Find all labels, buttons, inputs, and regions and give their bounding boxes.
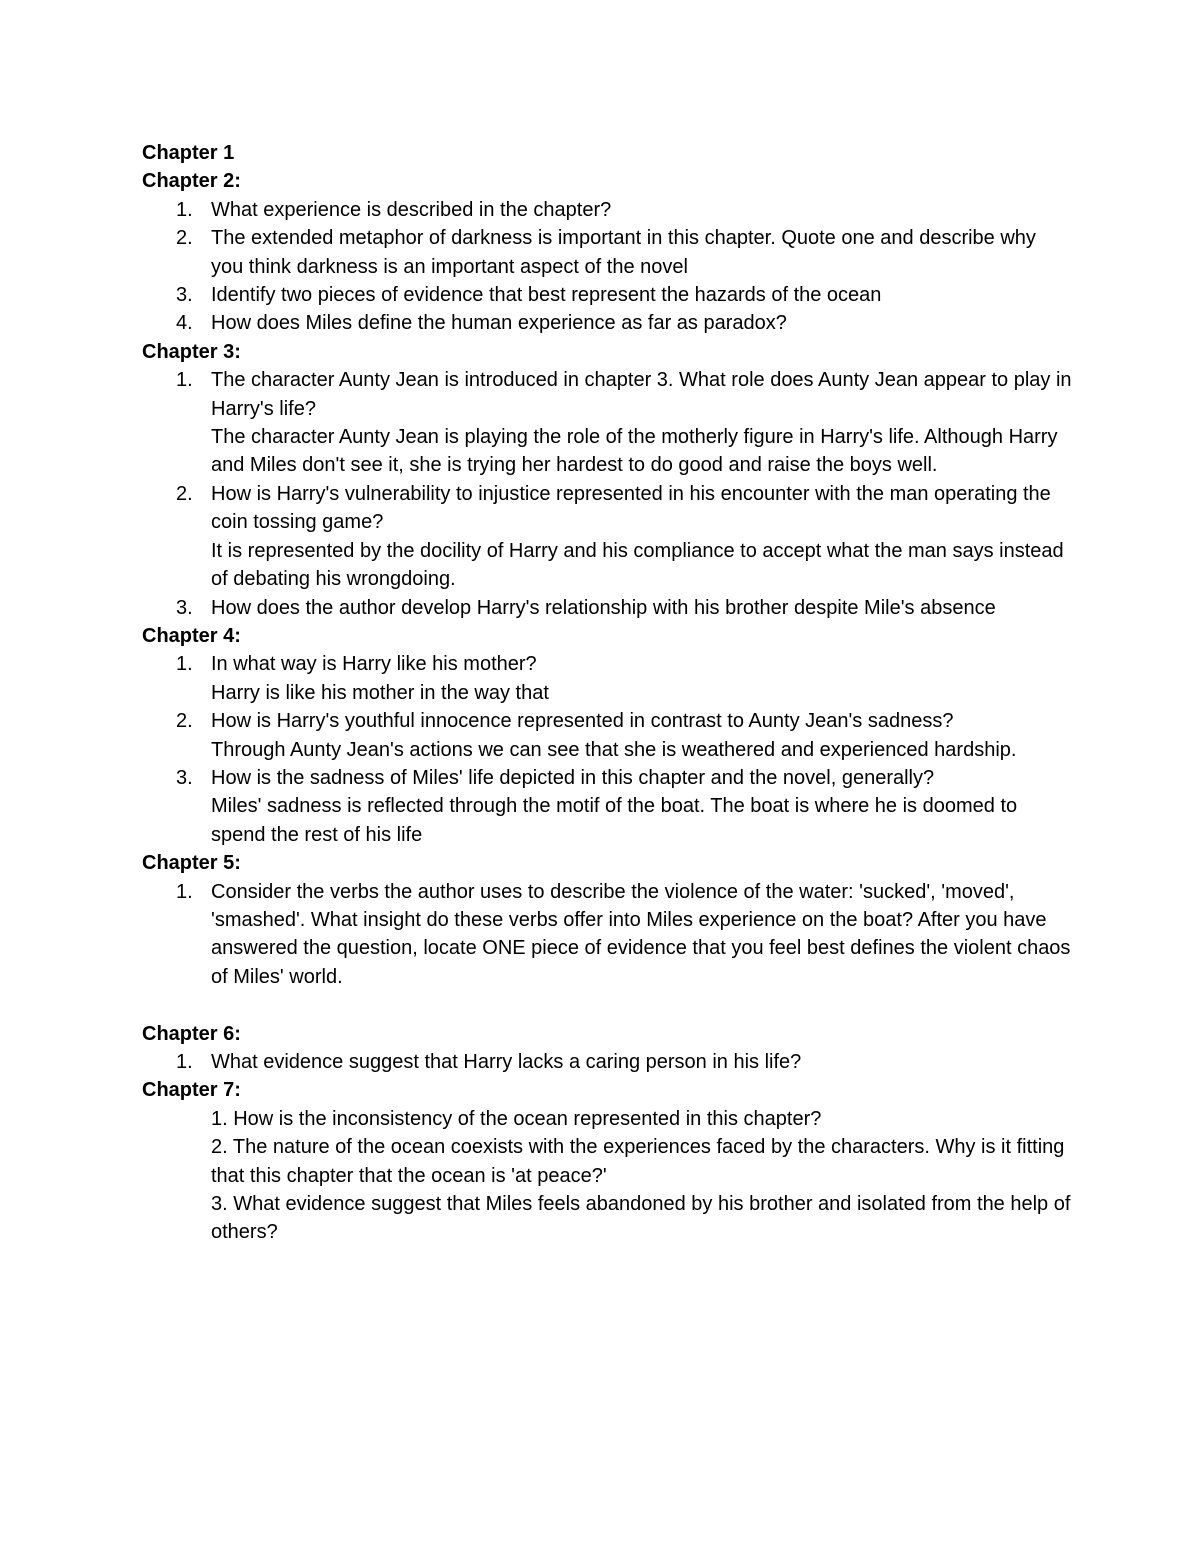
- item-number: 2.: [176, 482, 193, 505]
- item-number: 3.: [176, 596, 193, 619]
- question-paragraph: 2. The nature of the ocean coexists with the experiences faced by the characters. Why is it fitting that this chapter that the ocean is 'at peace?': [211, 1136, 1065, 1187]
- list-item: [142, 1048, 1072, 1076]
- list-item: [142, 309, 1072, 337]
- answer-text: Through Aunty Jean's actions we can see that she is weathered and experienced hardship.: [211, 738, 1017, 761]
- question-text: What experience is described in the chapter?: [211, 198, 612, 221]
- item-number: 1.: [176, 653, 193, 676]
- list-item: [142, 764, 1072, 849]
- item-number: 4.: [176, 312, 193, 335]
- item-number: 3.: [176, 766, 193, 789]
- list-item: [142, 224, 1072, 281]
- list-item: [142, 878, 1072, 992]
- blank-line: [142, 991, 1072, 1019]
- document-page: [142, 139, 1072, 1247]
- question-text: The extended metaphor of darkness is important in this chapter. Quote one and describe why you think darkness is an important aspect of the novel: [211, 227, 1036, 278]
- chapter-heading: Chapter 6:: [142, 1022, 241, 1045]
- item-number: 2.: [176, 227, 193, 250]
- question-text: How is Harry's youthful innocence represented in contrast to Aunty Jean's sadness?: [211, 710, 954, 733]
- list-item: [142, 650, 1072, 707]
- question-paragraph: 1. How is the inconsistency of the ocean represented in this chapter?: [211, 1107, 822, 1130]
- item-number: 3.: [176, 284, 193, 307]
- chapter-heading: Chapter 1: [142, 142, 235, 164]
- item-number: 1.: [176, 880, 193, 903]
- list-item: [142, 281, 1072, 309]
- list-item: [142, 366, 1072, 480]
- chapter-heading: Chapter 4:: [142, 624, 241, 647]
- question-text: How is the sadness of Miles' life depicted in this chapter and the novel, generally?: [211, 766, 935, 789]
- chapter-heading: Chapter 7:: [142, 1079, 241, 1102]
- answer-text: Miles' sadness is reflected through the motif of the boat. The boat is where he is doomed to spend the rest of his life: [211, 795, 1018, 846]
- question-text: How does the author develop Harry's relationship with his brother despite Mile's absence: [211, 596, 996, 619]
- question-text: What evidence suggest that Harry lacks a caring person in his life?: [211, 1050, 802, 1073]
- answer-text: Harry is like his mother in the way that: [211, 681, 549, 704]
- question-text: In what way is Harry like his mother?: [211, 653, 537, 676]
- item-number: 1.: [176, 369, 193, 392]
- item-number: 1.: [176, 1050, 193, 1073]
- chapter-heading: Chapter 2:: [142, 170, 241, 193]
- chapter-heading: Chapter 5:: [142, 852, 241, 875]
- question-text: Consider the verbs the author uses to describe the violence of the water: 'sucked', 'moved', 'smashed'. What insight do these verbs offer into Miles experience on the boat? After you have answered the question, locate ONE piece of evidence that you feel best defines the violent chaos of Miles' world.: [211, 880, 1071, 988]
- list-item: [142, 480, 1072, 594]
- list-item: [142, 196, 1072, 224]
- list-item: [142, 707, 1072, 764]
- question-text: The character Aunty Jean is introduced in chapter 3. What role does Aunty Jean appear to play in Harry's life?: [211, 369, 1072, 420]
- chapter-heading: Chapter 3:: [142, 340, 241, 363]
- question-text: How does Miles define the human experience as far as paradox?: [211, 312, 787, 335]
- item-number: 2.: [176, 710, 193, 733]
- list-item: [142, 594, 1072, 622]
- question-paragraph: 3. What evidence suggest that Miles feels abandoned by his brother and isolated from the help of others?: [211, 1193, 1071, 1244]
- question-text: Identify two pieces of evidence that best represent the hazards of the ocean: [211, 284, 882, 307]
- item-number: 1.: [176, 198, 193, 221]
- answer-text: The character Aunty Jean is playing the role of the motherly figure in Harry's life. Although Harry and Miles don't see it, she is trying her hardest to do good and raise the boys well.: [211, 426, 1058, 477]
- question-text: How is Harry's vulnerability to injustice represented in his encounter with the man operating the coin tossing game?: [211, 482, 1051, 534]
- answer-text: It is represented by the docility of Harry and his compliance to accept what the man says instead of debating his wrongdoing.: [211, 539, 1064, 591]
